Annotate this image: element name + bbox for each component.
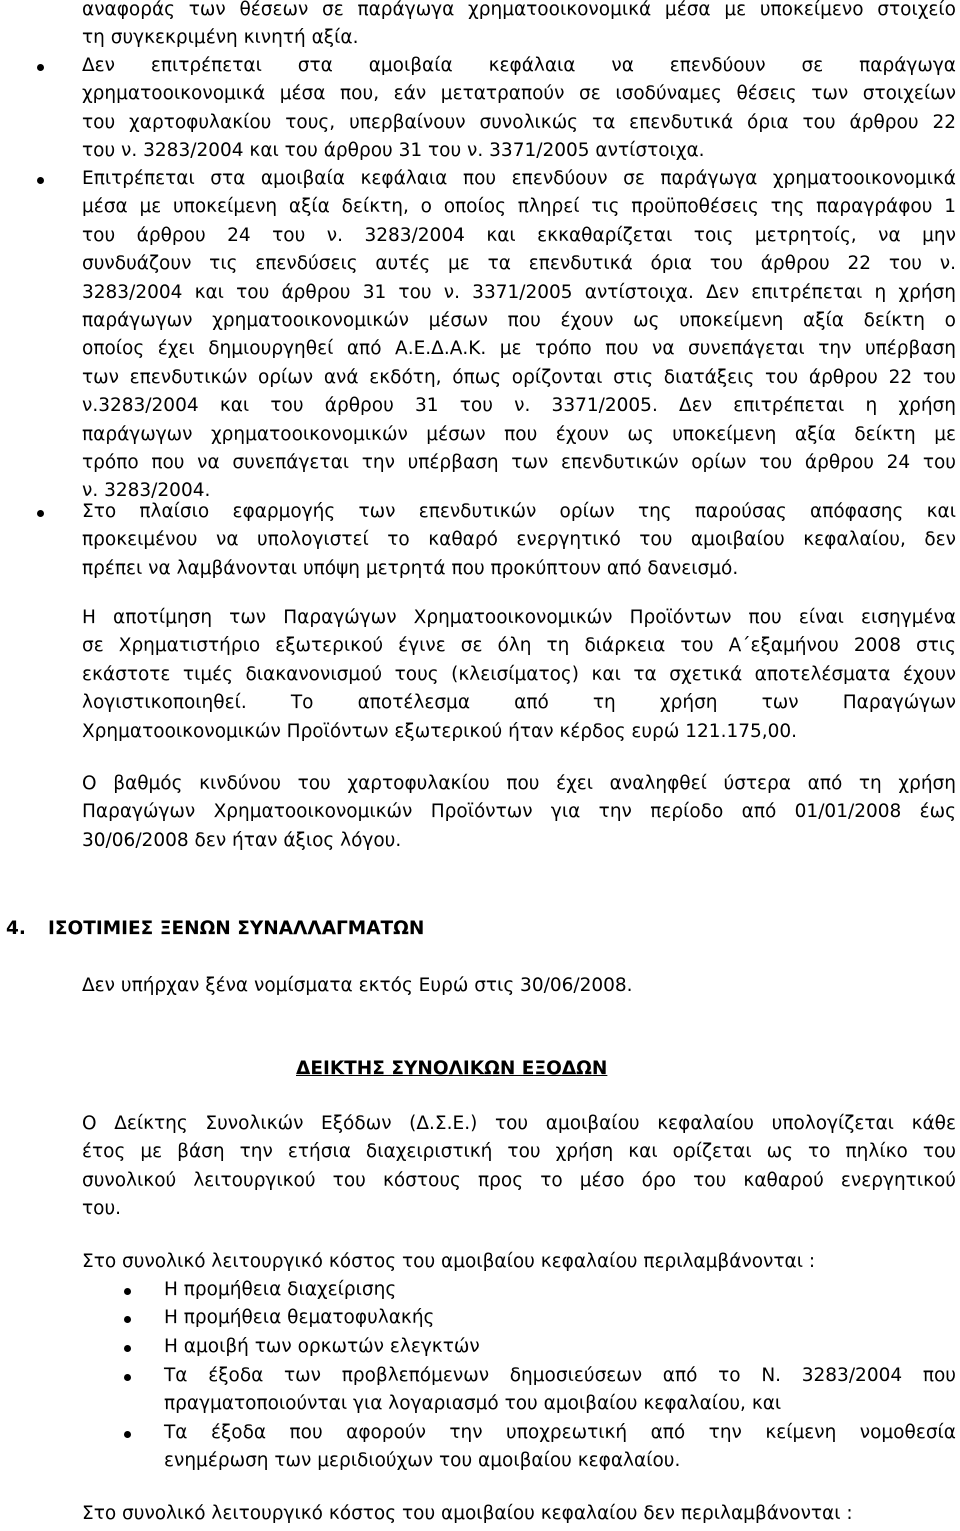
list-item: [164, 1362, 956, 1419]
bullet-icon: [37, 64, 44, 71]
bullet-icon: [124, 1288, 131, 1295]
text-line: Δεν υπήρχαν ξένα νομίσματα εκτός Ευρώ στις 30/06/2008.: [82, 975, 633, 996]
list-item: [164, 1333, 956, 1361]
text-line: του χαρτοφυλακίου τους, υπερβαίνουν συνολικώς τα επενδυτικά όρια του άρθρου 22: [82, 111, 956, 133]
text-line: τη συγκεκριμένη κινητή αξία.: [82, 27, 359, 49]
text-line: εκάστοτε τιμές διακανονισμού τους (κλεισίματος) και τα σχετικά αποτελέσματα έχουν: [82, 663, 956, 685]
text-line: Η αποτίμηση των Παραγώγων Χρηματοοικονομικών Προϊόντων που είναι εισηγμένα: [82, 607, 956, 628]
text-line: Χρηματοοικονομικών Προϊόντων εξωτερικού ήταν κέρδος ευρώ 121.175,00.: [82, 720, 798, 742]
text-line: Στο πλαίσιο εφαρμογής των επενδυτικών ορίων της παρούσας απόφασης και: [82, 501, 956, 522]
text-line: Δεν επιτρέπεται στα αμοιβαία κεφάλαια να επενδύουν σε παράγωγα: [82, 55, 956, 76]
bullet-paragraph: [82, 498, 956, 583]
text-line: οποίος έχει δημιουργηθεί από Α.Ε.Δ.Α.Κ. με τρόπο που να συνεπάγεται την υπέρβαση: [82, 338, 956, 360]
bullet-icon: [37, 177, 44, 184]
text-line: Η προμήθεια διαχείρισης: [164, 1279, 397, 1300]
text-line: συνδυάζουν τις επενδύσεις αυτές με τα επενδυτικά όρια του άρθρου 22 του ν.: [82, 253, 956, 275]
text-line: μέσα με υποκείμενη αξία δείκτη, ο οποίος πληρεί τις προϋποθέσεις της παραγράφου 1: [82, 196, 956, 218]
text-line: του ν. 3283/2004 και του άρθρου 31 του ν. 3371/2005 αντίστοιχα.: [82, 140, 705, 162]
valuation-paragraph: [82, 604, 956, 746]
section-text: [82, 972, 956, 1000]
text-line: 30/06/2008 δεν ήταν άξιος λόγου.: [82, 829, 402, 851]
text-line: Η αμοιβή των ορκωτών ελεγκτών: [164, 1336, 480, 1357]
includes-intro: [82, 1248, 956, 1276]
section-title: ΙΣΟΤΙΜΙΕΣ ΞΕΝΩΝ ΣΥΝΑΛΛΑΓΜΑΤΩΝ: [48, 918, 425, 939]
bullet-icon: [37, 510, 44, 517]
text-line: Η προμήθεια θεματοφυλακής: [164, 1307, 435, 1328]
text-line: τρόπο που να συνεπάγεται την υπέρβαση των επενδυτικών ορίων του άρθρου 24 του: [82, 452, 956, 474]
text-line: Τα έξοδα των προβλεπόμενων δημοσιεύσεων από το Ν. 3283/2004 που: [164, 1365, 956, 1386]
text-line: ν.3283/2004 και του άρθρου 31 του ν. 3371/2005. Δεν επιτρέπεται η χρήση: [82, 395, 956, 417]
expense-index-title: ΔΕΙΚΤΗΣ ΣΥΝΟΛΙΚΩΝ ΕΞΟΔΩΝ: [296, 1058, 608, 1079]
text-line: Ο βαθμός κινδύνου του χαρτοφυλακίου που έχει αναληφθεί ύστερα από τη χρήση: [82, 773, 956, 794]
text-line: ενημέρωση των μεριδιούχων του αμοιβαίου κεφαλαίου.: [164, 1450, 681, 1472]
text-line: προκειμένου να υπολογιστεί το καθαρό ενεργητικό του αμοιβαίου κεφαλαίου, δεν: [82, 529, 956, 551]
text-line: πρέπει να λαμβάνονται υπόψη μετρητά που προκύπτουν από δανεισμό.: [82, 557, 739, 579]
text-line: Ο Δείκτης Συνολικών Εξόδων (Δ.Σ.Ε.) του αμοιβαίου κεφαλαίου υπολογίζεται κάθε: [82, 1113, 956, 1134]
bullet-icon: [124, 1316, 131, 1323]
risk-paragraph: [82, 770, 956, 855]
section-number: 4.: [6, 918, 26, 939]
text-line: των επενδυτικών ορίων ανά εκδότη, όπως ορίζονται στις διατάξεις του άρθρου 22 του: [82, 366, 956, 388]
text-line: λογιστικοποιηθεί. Το αποτέλεσμα από τη χρήση των Παραγώγων: [82, 692, 956, 714]
continuation-text: [82, 0, 956, 53]
definition-paragraph: [82, 1110, 956, 1224]
excludes-intro: [82, 1500, 956, 1528]
text-line: Επιτρέπεται στα αμοιβαία κεφάλαια που επενδύουν σε παράγωγα χρηματοοικονομικά: [82, 168, 956, 189]
text-line: αναφοράς των θέσεων σε παράγωγα χρηματοοικονομικά μέσα με υποκείμενο στοιχείο: [82, 0, 956, 20]
text-line: του.: [82, 1198, 122, 1220]
text-line: Στο συνολικό λειτουργικό κόστος του αμοιβαίου κεφαλαίου δεν περιλαμβάνονται :: [82, 1503, 853, 1524]
list-item: [164, 1419, 956, 1476]
bullet-paragraph: [82, 52, 956, 166]
text-line: ν. 3283/2004.: [82, 480, 211, 502]
text-line: χρηματοοικονομικά μέσα που, εάν μετατραπούν σε ισοδύναμες θέσεις των στοιχείων: [82, 83, 956, 105]
bullet-paragraph: [82, 165, 956, 506]
text-line: Τα έξοδα που αφορούν την υποχρεωτική από την κείμενη νομοθεσία: [164, 1422, 956, 1443]
list-item: [164, 1276, 956, 1304]
bullet-icon: [124, 1431, 131, 1438]
bullet-icon: [124, 1374, 131, 1381]
text-line: έτος με βάση την ετήσια διαχειριστική του χρήση και ορίζεται ως το πηλίκο του: [82, 1141, 956, 1163]
bullet-icon: [124, 1345, 131, 1352]
text-line: σε Χρηματιστήριο εξωτερικού έγινε σε όλη τη διάρκεια του Α΄εξαμήνου 2008 στις: [82, 635, 956, 657]
text-line: παράγωγων χρηματοοικονομικών μέσων που έχουν ως υποκείμενη αξία δείκτη ο: [82, 310, 956, 332]
text-line: Στο συνολικό λειτουργικό κόστος του αμοιβαίου κεφαλαίου περιλαμβάνονται :: [82, 1251, 816, 1272]
text-line: παράγωγων χρηματοοικονομικών μέσων που έχουν ως υποκείμενη αξία δείκτη με: [82, 423, 956, 445]
list-item: [164, 1304, 956, 1332]
text-line: 3283/2004 και του άρθρου 31 του ν. 3371/2005 αντίστοιχα. Δεν επιτρέπεται η χρήση: [82, 281, 956, 303]
text-line: του άρθρου 24 του ν. 3283/2004 και εκκαθαρίζεται τοις μετρητοίς, να μην: [82, 224, 956, 246]
text-line: πραγματοποιούνται για λογαριασμό του αμοιβαίου κεφαλαίου, και: [164, 1393, 782, 1415]
text-line: Παραγώγων Χρηματοοικονομικών Προϊόντων για την περίοδο από 01/01/2008 έως: [82, 801, 956, 823]
text-line: συνολικού λειτουργικού του κόστους προς το μέσο όρο του καθαρού ενεργητικού: [82, 1169, 956, 1191]
